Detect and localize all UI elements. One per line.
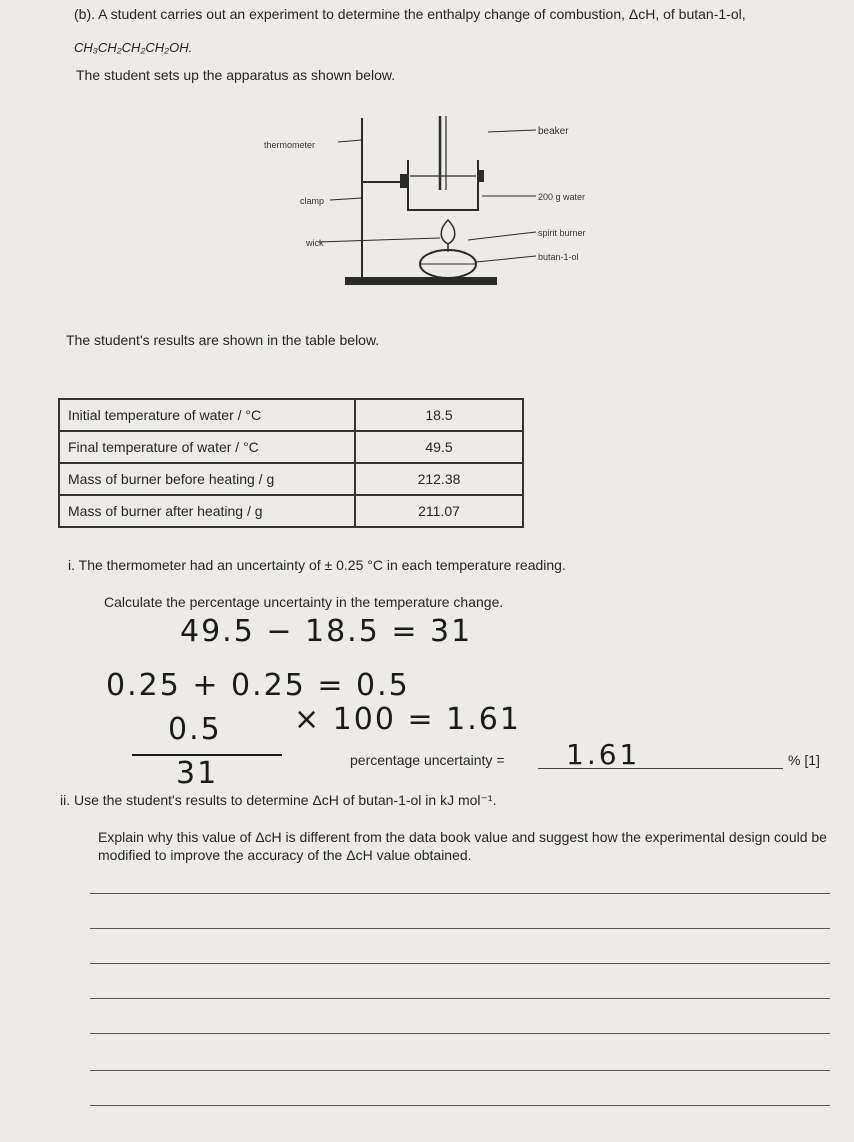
setup-text: The student sets up the apparatus as shown below. bbox=[76, 67, 396, 83]
results-table bbox=[58, 398, 524, 528]
results-text: The student's results are shown in the table below. bbox=[66, 332, 380, 348]
part-ii-task: Explain why this value of ΔcH is different from the data book value and suggest how the experimental design could be modified to improve the accuracy of the ΔcH value obtained. bbox=[98, 829, 827, 863]
answer-writing-line[interactable] bbox=[90, 1105, 830, 1106]
part-i-stem: i. The thermometer had an uncertainty of ± 0.25 °C in each temperature reading. bbox=[68, 557, 566, 573]
answer-writing-line[interactable] bbox=[90, 1033, 830, 1034]
working-frac-den: 31 bbox=[176, 756, 219, 791]
label-water: 200 g water bbox=[538, 192, 586, 202]
part-ii-stem: ii. Use the student's results to determine ΔcH of butan-1-ol in kJ mol⁻¹. bbox=[60, 792, 497, 808]
row-value: 212.38 bbox=[355, 463, 523, 495]
stand-base bbox=[346, 278, 496, 284]
label-fuel: butan-1-ol bbox=[538, 252, 579, 262]
working-line-1: 49.5 − 18.5 = 31 bbox=[180, 614, 473, 649]
row-label: Mass of burner after heating / g bbox=[59, 495, 355, 527]
answer-writing-line[interactable] bbox=[90, 928, 830, 929]
answer-label: percentage uncertainty = bbox=[350, 752, 505, 768]
beaker bbox=[408, 160, 478, 210]
row-label: Initial temperature of water / °C bbox=[59, 399, 355, 431]
label-burner: spirit burner bbox=[538, 228, 586, 238]
working-line-3: × 100 = 1.61 bbox=[294, 702, 521, 737]
working-line-2: 0.25 + 0.25 = 0.5 bbox=[106, 668, 410, 703]
answer-writing-line[interactable] bbox=[90, 1070, 830, 1071]
label-clamp: clamp bbox=[300, 196, 325, 206]
flame bbox=[441, 220, 455, 244]
table-row bbox=[59, 495, 523, 527]
row-value: 18.5 bbox=[355, 399, 523, 431]
question-intro: (b). A student carries out an experiment to determine the enthalpy change of combustion, ΔcH, of butan-1-ol, bbox=[74, 6, 746, 22]
row-label: Mass of burner before heating / g bbox=[59, 463, 355, 495]
butanol-formula: CH₃CH₂CH₂CH₂OH. bbox=[74, 40, 193, 55]
label-wick: wick bbox=[306, 238, 324, 248]
table-row bbox=[59, 431, 523, 463]
working-frac-num: 0.5 bbox=[168, 712, 222, 747]
row-value: 49.5 bbox=[355, 431, 523, 463]
table-row bbox=[59, 463, 523, 495]
answer-value[interactable]: 1.61 bbox=[566, 738, 641, 771]
row-label: Final temperature of water / °C bbox=[59, 431, 355, 463]
apparatus-diagram bbox=[250, 110, 610, 300]
label-beaker: beaker bbox=[538, 126, 569, 137]
label-thermometer: thermometer bbox=[264, 140, 316, 150]
part-i-task: Calculate the percentage uncertainty in the temperature change. bbox=[104, 594, 504, 610]
marks-label: % [1] bbox=[788, 752, 820, 768]
answer-writing-line[interactable] bbox=[90, 893, 830, 894]
table-row bbox=[59, 399, 523, 431]
answer-writing-line[interactable] bbox=[90, 998, 830, 999]
answer-writing-line[interactable] bbox=[90, 963, 830, 964]
row-value: 211.07 bbox=[355, 495, 523, 527]
